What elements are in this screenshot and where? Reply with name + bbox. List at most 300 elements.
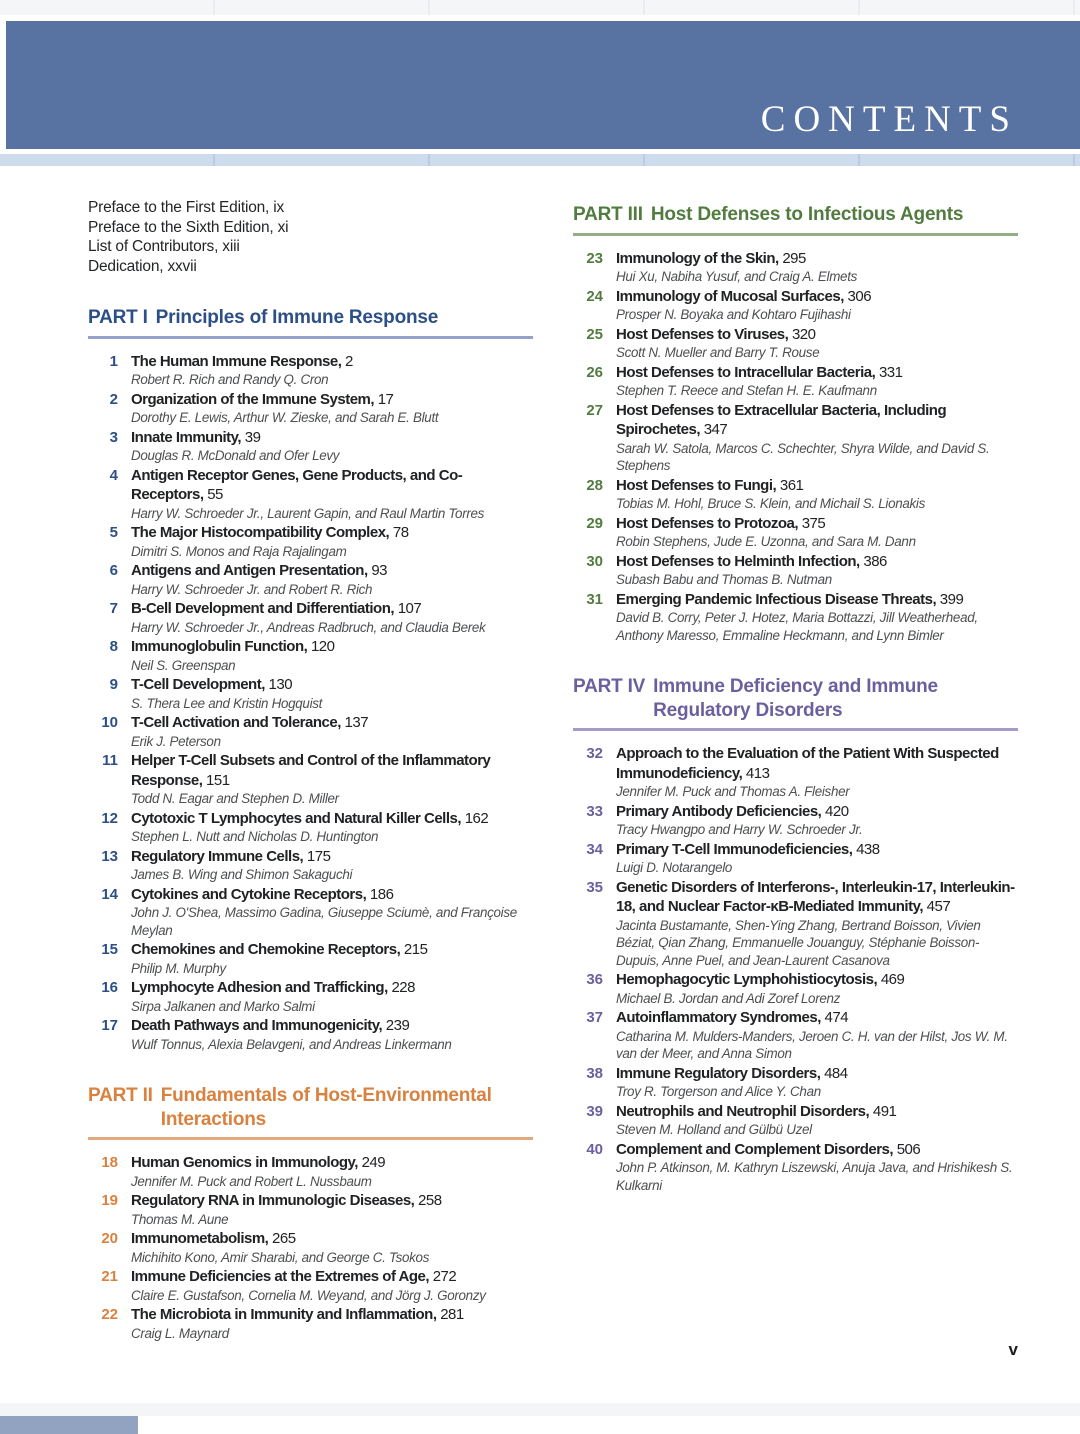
chapter-body: [616, 514, 1018, 552]
chapter-entry: [88, 599, 533, 637]
chapter-number: 38: [586, 1064, 603, 1082]
chapter-number: 33: [586, 802, 603, 820]
chapter-title-text: Host Defenses to Viruses,: [616, 325, 792, 343]
chapter-page-number: 93: [371, 562, 387, 579]
chapter-title-text: Helper T-Cell Subsets and Control of the Inflammatory Response,: [131, 752, 491, 789]
chapter-page-number: 239: [385, 1017, 410, 1034]
chapter-entry: [573, 744, 1018, 802]
chapter-entry: [88, 1267, 533, 1305]
chapter-body: [131, 466, 533, 524]
chapter-entry: [573, 1064, 1018, 1102]
chapter-page-number: 413: [745, 764, 770, 782]
chapter-title-text: The Human Immune Response,: [131, 352, 346, 370]
chapter-body: [131, 1191, 533, 1229]
chapter-authors: John P. Atkinson, M. Kathryn Liszewski, Anuja Java, and Hrishikesh S. Kulkarni: [616, 1160, 1013, 1193]
chapter-title: [131, 940, 533, 960]
chapter-title: [131, 885, 533, 905]
chapter-body: [131, 390, 533, 428]
header-band: [6, 21, 1080, 149]
chapter-title-text: Immune Deficiencies at the Extremes of Age,: [131, 1268, 433, 1285]
chapter-page-number: 130: [268, 676, 293, 693]
chapter-title-text: T-Cell Activation and Tolerance,: [131, 714, 345, 731]
chapter-title: [616, 249, 1018, 269]
chapter-body: [131, 675, 533, 713]
part-section-part-1: [88, 306, 533, 1054]
chapter-entry: [88, 940, 533, 978]
part-section-part-4: [573, 675, 1018, 1195]
part-label: PART II: [88, 1085, 153, 1106]
chapter-number: 1: [109, 352, 118, 370]
chapter-title-text: Host Defenses to Extracellular Bacteria, Including Spirochetes,: [616, 401, 947, 438]
part-section-part-3: [573, 203, 1018, 645]
chapter-title-text: Chemokines and Chemokine Receptors,: [131, 941, 404, 958]
chapter-page-number: 162: [464, 809, 489, 827]
part-label: PART III: [573, 204, 643, 225]
front-matter-item: Preface to the First Edition, ix: [88, 199, 285, 216]
chapter-number: 3: [109, 428, 118, 446]
chapter-authors: Robin Stephens, Jude E. Uzonna, and Sara M. Dann: [616, 534, 916, 549]
chapter-authors: Prosper N. Boyaka and Kohtaro Fujihashi: [616, 307, 851, 322]
chapter-entry: [88, 751, 533, 809]
chapter-list: [573, 744, 1018, 1195]
chapter-authors: Michael B. Jordan and Adi Zoref Lorenz: [616, 990, 841, 1006]
chapter-number: 35: [586, 878, 603, 896]
chapter-authors: Steven M. Holland and Gülbü Uzel: [616, 1122, 812, 1137]
chapter-entry: [573, 325, 1018, 363]
chapter-body: [616, 1140, 1018, 1196]
chapter-number: 28: [586, 476, 603, 494]
chapter-body: [616, 476, 1018, 514]
chapter-title: [131, 599, 533, 619]
chapter-entry: [88, 847, 533, 885]
chapter-title: [616, 401, 1018, 440]
chapter-title: [616, 325, 1018, 345]
chapter-entry: [573, 878, 1018, 971]
bottom-strip: [0, 1403, 1080, 1416]
chapter-entry: [573, 970, 1018, 1008]
chapter-title: [616, 744, 1018, 783]
front-matter-item: Preface to the Sixth Edition, xi: [88, 218, 289, 236]
chapter-number: 37: [586, 1009, 603, 1026]
chapter-title-text: Antigens and Antigen Presentation,: [131, 562, 372, 579]
chapter-number: 32: [586, 745, 603, 762]
chapter-title-text: T-Cell Development,: [131, 676, 269, 693]
chapter-authors: Stephen L. Nutt and Nicholas D. Huntington: [131, 829, 379, 844]
chapter-body: [131, 978, 533, 1016]
chapter-body: [131, 428, 533, 466]
chapter-title: [131, 1229, 533, 1249]
chapter-body: [131, 713, 533, 751]
chapter-entry: [573, 249, 1018, 287]
chapter-title-text: Innate Immunity,: [131, 428, 245, 446]
chapter-title: [131, 1267, 533, 1287]
chapter-authors: John J. O'Shea, Massimo Gadina, Giuseppe Sciumè, and Françoise Meylan: [131, 905, 517, 938]
chapter-page-number: 491: [872, 1102, 897, 1120]
chapter-page-number: 186: [369, 885, 394, 903]
chapter-number: 5: [109, 524, 118, 541]
chapter-authors: Harry W. Schroeder Jr., Laurent Gapin, and Raul Martin Torres: [131, 505, 485, 521]
chapter-title: [131, 466, 533, 505]
chapter-body: [616, 1008, 1018, 1064]
chapter-number: 25: [586, 325, 603, 343]
chapter-authors: Tracy Hwangpo and Harry W. Schroeder Jr.: [616, 822, 863, 837]
chapter-body: [616, 1064, 1018, 1102]
chapter-number: 12: [101, 809, 118, 827]
chapter-authors: S. Thera Lee and Kristin Hogquist: [131, 695, 323, 711]
chapter-title-text: The Major Histocompatibility Complex,: [131, 524, 393, 541]
chapter-body: [616, 552, 1018, 590]
chapter-authors: Dimitri S. Monos and Raja Rajalingam: [131, 543, 347, 559]
chapter-title: [131, 809, 533, 829]
chapter-body: [616, 840, 1018, 878]
chapter-body: [131, 847, 533, 885]
chapter-title: [616, 1064, 1018, 1084]
chapter-title-text: Primary T-Cell Immunodeficiencies,: [616, 840, 857, 858]
front-matter-item: Dedication, xxvii: [88, 257, 197, 275]
chapter-entry: [88, 713, 533, 751]
chapter-authors: Wulf Tonnus, Alexia Belavgeni, and Andreas Linkermann: [131, 1036, 452, 1052]
chapter-title: [616, 878, 1018, 917]
chapter-number: 2: [109, 390, 118, 408]
chapter-page-number: 258: [418, 1192, 442, 1209]
chapter-title-text: Human Genomics in Immunology,: [131, 1154, 362, 1171]
chapter-title-text: Genetic Disorders of Interferons-, Interleukin-17, Interleukin-18, and Nuclear Factor-κB-Mediated Immunity,: [616, 878, 1015, 915]
chapter-title-text: Host Defenses to Intracellular Bacteria,: [616, 363, 879, 381]
chapter-authors: Jennifer M. Puck and Thomas A. Fleisher: [616, 784, 850, 799]
chapter-entry: [88, 1229, 533, 1267]
chapter-body: [616, 970, 1018, 1008]
chapter-number: 14: [101, 885, 118, 903]
chapter-entry: [573, 287, 1018, 325]
chapter-title-text: Immunometabolism,: [131, 1230, 273, 1247]
chapter-number: 10: [101, 714, 118, 731]
chapter-authors: Douglas R. McDonald and Ofer Levy: [131, 448, 340, 463]
chapter-entry: [88, 637, 533, 675]
chapter-title: [616, 476, 1018, 496]
chapter-entry: [573, 363, 1018, 401]
chapter-authors: Stephen T. Reece and Stefan H. E. Kaufmann: [616, 383, 877, 398]
chapter-page-number: 331: [878, 363, 903, 381]
chapter-number: 24: [586, 287, 603, 305]
chapter-page-number: 249: [361, 1154, 386, 1171]
chapter-body: [616, 325, 1018, 363]
chapter-number: 40: [586, 1140, 603, 1158]
chapter-title-text: Approach to the Evaluation of the Patient With Suspected Immunodeficiency,: [616, 745, 999, 782]
chapter-title-text: Host Defenses to Fungi,: [616, 476, 780, 494]
chapter-title-text: Hemophagocytic Lymphohistiocytosis,: [616, 971, 881, 988]
page-title: CONTENTS: [760, 99, 1018, 140]
chapter-entry: [88, 1016, 533, 1054]
chapter-authors: Claire E. Gustafson, Cornelia M. Weyand, and Jörg J. Goronzy: [131, 1287, 486, 1303]
chapter-title: [616, 1140, 1018, 1160]
chapter-title: [131, 561, 533, 581]
chapter-authors: Scott N. Mueller and Barry T. Rouse: [616, 345, 820, 360]
chapter-authors: Neil S. Greenspan: [131, 657, 236, 673]
part-heading: [573, 203, 1018, 227]
chapter-title: [616, 590, 1018, 610]
chapter-authors: Philip M. Murphy: [131, 960, 226, 976]
chapter-title: [616, 287, 1018, 307]
chapter-number: 9: [109, 676, 118, 693]
front-matter-item: List of Contributors, xiii: [88, 238, 240, 255]
chapter-body: [616, 363, 1018, 401]
chapter-number: 6: [109, 562, 118, 579]
chapter-title: [616, 514, 1018, 534]
part-rule: [573, 233, 1018, 236]
chapter-number: 18: [101, 1154, 118, 1171]
chapter-page-number: 399: [939, 590, 964, 608]
chapter-page-number: 484: [824, 1064, 848, 1082]
chapter-title-text: Antigen Receptor Genes, Gene Products, and Co-Receptors,: [131, 466, 463, 503]
chapter-title-text: Cytotoxic T Lymphocytes and Natural Killer Cells,: [131, 809, 465, 827]
chapter-body: [131, 523, 533, 561]
chapter-entry: [573, 802, 1018, 840]
part-title-text: Fundamentals of Host-Environmental Interactions: [160, 1085, 492, 1130]
chapter-number: 16: [101, 979, 118, 996]
chapter-page-number: 2: [345, 352, 353, 370]
chapter-page-number: 386: [863, 552, 887, 570]
chapter-authors: Troy R. Torgerson and Alice Y. Chan: [616, 1084, 821, 1099]
chapter-body: [131, 940, 533, 978]
part-rule: [88, 336, 533, 339]
chapter-entry: [88, 885, 533, 941]
chapter-number: 4: [109, 466, 118, 484]
chapter-authors: Erik J. Peterson: [131, 733, 221, 749]
chapter-number: 21: [101, 1268, 118, 1285]
chapter-title-text: Death Pathways and Immunogenicity,: [131, 1017, 386, 1034]
chapter-title-text: Cytokines and Cytokine Receptors,: [131, 885, 370, 903]
chapter-authors: Dorothy E. Lewis, Arthur W. Zieske, and Sarah E. Blutt: [131, 410, 439, 425]
chapter-page-number: 17: [377, 390, 394, 408]
chapter-title: [131, 847, 533, 867]
chapter-entry: [88, 675, 533, 713]
chapter-page-number: 120: [310, 638, 335, 655]
chapter-title: [131, 390, 533, 410]
chapter-body: [616, 287, 1018, 325]
chapter-title-text: Complement and Complement Disorders,: [616, 1140, 897, 1158]
chapter-page-number: 320: [791, 325, 816, 343]
chapter-entry: [88, 390, 533, 428]
chapter-body: [131, 885, 533, 941]
chapter-body: [131, 352, 533, 390]
chapter-page-number: 361: [779, 476, 804, 494]
chapter-page-number: 474: [824, 1009, 849, 1026]
chapter-entry: [573, 1008, 1018, 1064]
toc-main: [88, 198, 1018, 1343]
chapter-page-number: 281: [440, 1306, 464, 1323]
chapter-title-text: B-Cell Development and Differentiation,: [131, 600, 398, 617]
chapter-number: 36: [586, 971, 603, 988]
chapter-number: 15: [101, 941, 118, 958]
chapter-body: [131, 809, 533, 847]
chapter-title: [131, 675, 533, 695]
chapter-number: 34: [586, 840, 603, 858]
chapter-title-text: Autoinflammatory Syndromes,: [616, 1009, 825, 1026]
chapter-title: [131, 428, 533, 448]
chapter-page-number: 78: [392, 524, 409, 541]
chapter-authors: James B. Wing and Shimon Sakaguchi: [131, 867, 353, 882]
part-section-part-2: [88, 1084, 533, 1343]
part-title-text: Host Defenses to Infectious Agents: [650, 204, 964, 225]
chapter-authors: Michihito Kono, Amir Sharabi, and George C. Tsokos: [131, 1249, 430, 1265]
chapter-title: [616, 1102, 1018, 1122]
chapter-entry: [88, 1191, 533, 1229]
chapter-body: [131, 1267, 533, 1305]
chapter-entry: [573, 840, 1018, 878]
chapter-title-text: Regulatory RNA in Immunologic Diseases,: [131, 1192, 419, 1209]
chapter-title: [616, 1008, 1018, 1028]
chapter-body: [131, 1153, 533, 1191]
chapter-title: [131, 1153, 533, 1173]
chapter-entry: [88, 466, 533, 524]
chapter-page-number: 272: [432, 1268, 457, 1285]
chapter-title: [131, 637, 533, 657]
chapter-title-text: Immunology of the Skin,: [616, 249, 783, 267]
chapter-number: 22: [101, 1306, 118, 1323]
chapter-authors: Tobias M. Hohl, Bruce S. Klein, and Michail S. Lionakis: [616, 496, 926, 511]
chapter-authors: Hui Xu, Nabiha Yusuf, and Craig A. Elmets: [616, 269, 858, 284]
chapter-title: [616, 970, 1018, 990]
chapter-page-number: 375: [801, 514, 826, 532]
chapter-title-text: The Microbiota in Immunity and Inflammation,: [131, 1306, 441, 1323]
part-rule: [573, 728, 1018, 731]
chapter-number: 39: [586, 1102, 603, 1120]
chapter-authors: Harry W. Schroeder Jr. and Robert R. Rich: [131, 581, 373, 597]
chapter-entry: [573, 552, 1018, 590]
chapter-body: [616, 744, 1018, 802]
chapter-authors: David B. Corry, Peter J. Hotez, Maria Bottazzi, Jill Weatherhead, Anthony Maresso, Emmaline Heckmann, and Lynn Bimler: [616, 610, 978, 643]
chapter-page-number: 506: [896, 1140, 921, 1158]
chapter-page-number: 151: [206, 771, 230, 789]
chapter-entry: [573, 401, 1018, 476]
chapter-number: 8: [109, 638, 118, 655]
chapter-title-text: Immune Regulatory Disorders,: [616, 1064, 825, 1082]
chapter-authors: Sarah W. Satola, Marcos C. Schechter, Shyra Wilde, and David S. Stephens: [616, 440, 990, 473]
chapter-body: [616, 590, 1018, 646]
chapter-number: 23: [586, 249, 603, 267]
chapter-title: [131, 751, 533, 790]
chapter-title-text: Immunology of Mucosal Surfaces,: [616, 287, 848, 305]
chapter-title: [131, 352, 533, 372]
chapter-entry: [573, 476, 1018, 514]
chapter-entry: [573, 1140, 1018, 1196]
chapter-title-text: Organization of the Immune System,: [131, 390, 378, 408]
chapter-body: [131, 599, 533, 637]
chapter-title: [131, 713, 533, 733]
chapter-page-number: 457: [926, 898, 951, 915]
chapter-page-number: 228: [391, 979, 415, 996]
chapter-page-number: 137: [344, 714, 369, 731]
chapter-number: 11: [102, 752, 118, 769]
chapter-page-number: 39: [244, 428, 261, 446]
top-strip: [0, 0, 1080, 15]
chapter-list: [573, 249, 1018, 646]
chapter-body: [131, 751, 533, 809]
chapter-page-number: 347: [703, 421, 728, 438]
chapter-body: [616, 401, 1018, 476]
chapter-authors: Harry W. Schroeder Jr., Andreas Radbruch, and Claudia Berek: [131, 619, 486, 635]
chapter-number: 17: [101, 1017, 118, 1034]
chapter-entry: [88, 809, 533, 847]
chapter-title-text: Emerging Pandemic Infectious Disease Threats,: [616, 590, 940, 608]
toc-column-left: [88, 198, 533, 1343]
chapter-number: 7: [109, 600, 118, 617]
toc-column-right: [573, 198, 1018, 1343]
chapter-body: [616, 802, 1018, 840]
chapter-entry: [88, 428, 533, 466]
chapter-body: [616, 878, 1018, 971]
chapter-number: 13: [101, 847, 118, 865]
chapter-entry: [88, 978, 533, 1016]
chapter-page-number: 175: [306, 847, 331, 865]
chapter-page-number: 420: [825, 802, 849, 820]
chapter-number: 27: [586, 401, 603, 419]
chapter-number: 29: [586, 514, 603, 532]
header-sub-strip: [0, 154, 1080, 166]
chapter-title-text: Immunoglobulin Function,: [131, 638, 311, 655]
chapter-entry: [88, 523, 533, 561]
page-number: v: [1008, 1340, 1018, 1359]
chapter-title-text: Host Defenses to Protozoa,: [616, 514, 802, 532]
part-rule: [88, 1137, 533, 1140]
chapter-title: [131, 1305, 533, 1325]
chapter-entry: [88, 561, 533, 599]
chapter-title: [131, 1191, 533, 1211]
chapter-entry: [88, 1305, 533, 1343]
chapter-title: [616, 552, 1018, 572]
chapter-title: [616, 363, 1018, 383]
chapter-number: 20: [101, 1230, 118, 1247]
chapter-number: 30: [586, 552, 603, 570]
chapter-authors: Todd N. Eagar and Stephen D. Miller: [131, 791, 339, 806]
chapter-authors: Robert R. Rich and Randy Q. Cron: [131, 372, 329, 387]
chapter-authors: Craig L. Maynard: [131, 1325, 229, 1341]
part-heading: [88, 306, 533, 330]
part-label: PART I: [88, 307, 148, 328]
chapter-entry: [88, 352, 533, 390]
chapter-authors: Jacinta Bustamante, Shen-Ying Zhang, Bertrand Boisson, Vivien Béziat, Qian Zhang, Emmanuelle Jouanguy, Stéphanie Boisson-Dupuis, Anne Puel, and Jean-Laurent Casanova: [616, 917, 981, 968]
chapter-page-number: 265: [272, 1230, 296, 1247]
chapter-body: [131, 1305, 533, 1343]
part-title-text: Immune Deficiency and Immune Regulatory Disorders: [653, 676, 938, 721]
chapter-page-number: 295: [782, 249, 806, 267]
chapter-title-text: Primary Antibody Deficiencies,: [616, 802, 826, 820]
chapter-number: 26: [586, 363, 603, 381]
front-matter-list: [88, 198, 533, 276]
chapter-title-text: Regulatory Immune Cells,: [131, 847, 307, 865]
chapter-number: 19: [101, 1192, 118, 1209]
chapter-body: [131, 1229, 533, 1267]
chapter-title-text: Host Defenses to Helminth Infection,: [616, 552, 864, 570]
chapter-title: [131, 978, 533, 998]
chapter-title-text: Neutrophils and Neutrophil Disorders,: [616, 1102, 873, 1120]
chapter-title-text: Lymphocyte Adhesion and Trafficking,: [131, 979, 392, 996]
chapter-authors: Jennifer M. Puck and Robert L. Nussbaum: [131, 1173, 372, 1189]
chapter-page-number: 55: [207, 486, 223, 503]
chapter-title: [131, 523, 533, 543]
corner-accent-square: [0, 1416, 138, 1434]
chapter-list: [88, 1153, 533, 1343]
chapter-entry: [573, 1102, 1018, 1140]
chapter-title: [616, 802, 1018, 822]
chapter-body: [131, 637, 533, 675]
chapter-page-number: 469: [880, 971, 905, 988]
part-heading: [573, 675, 1018, 722]
chapter-number: 31: [586, 590, 603, 608]
chapter-authors: Thomas M. Aune: [131, 1211, 229, 1227]
part-title-text: Principles of Immune Response: [155, 307, 439, 328]
chapter-title: [616, 840, 1018, 860]
